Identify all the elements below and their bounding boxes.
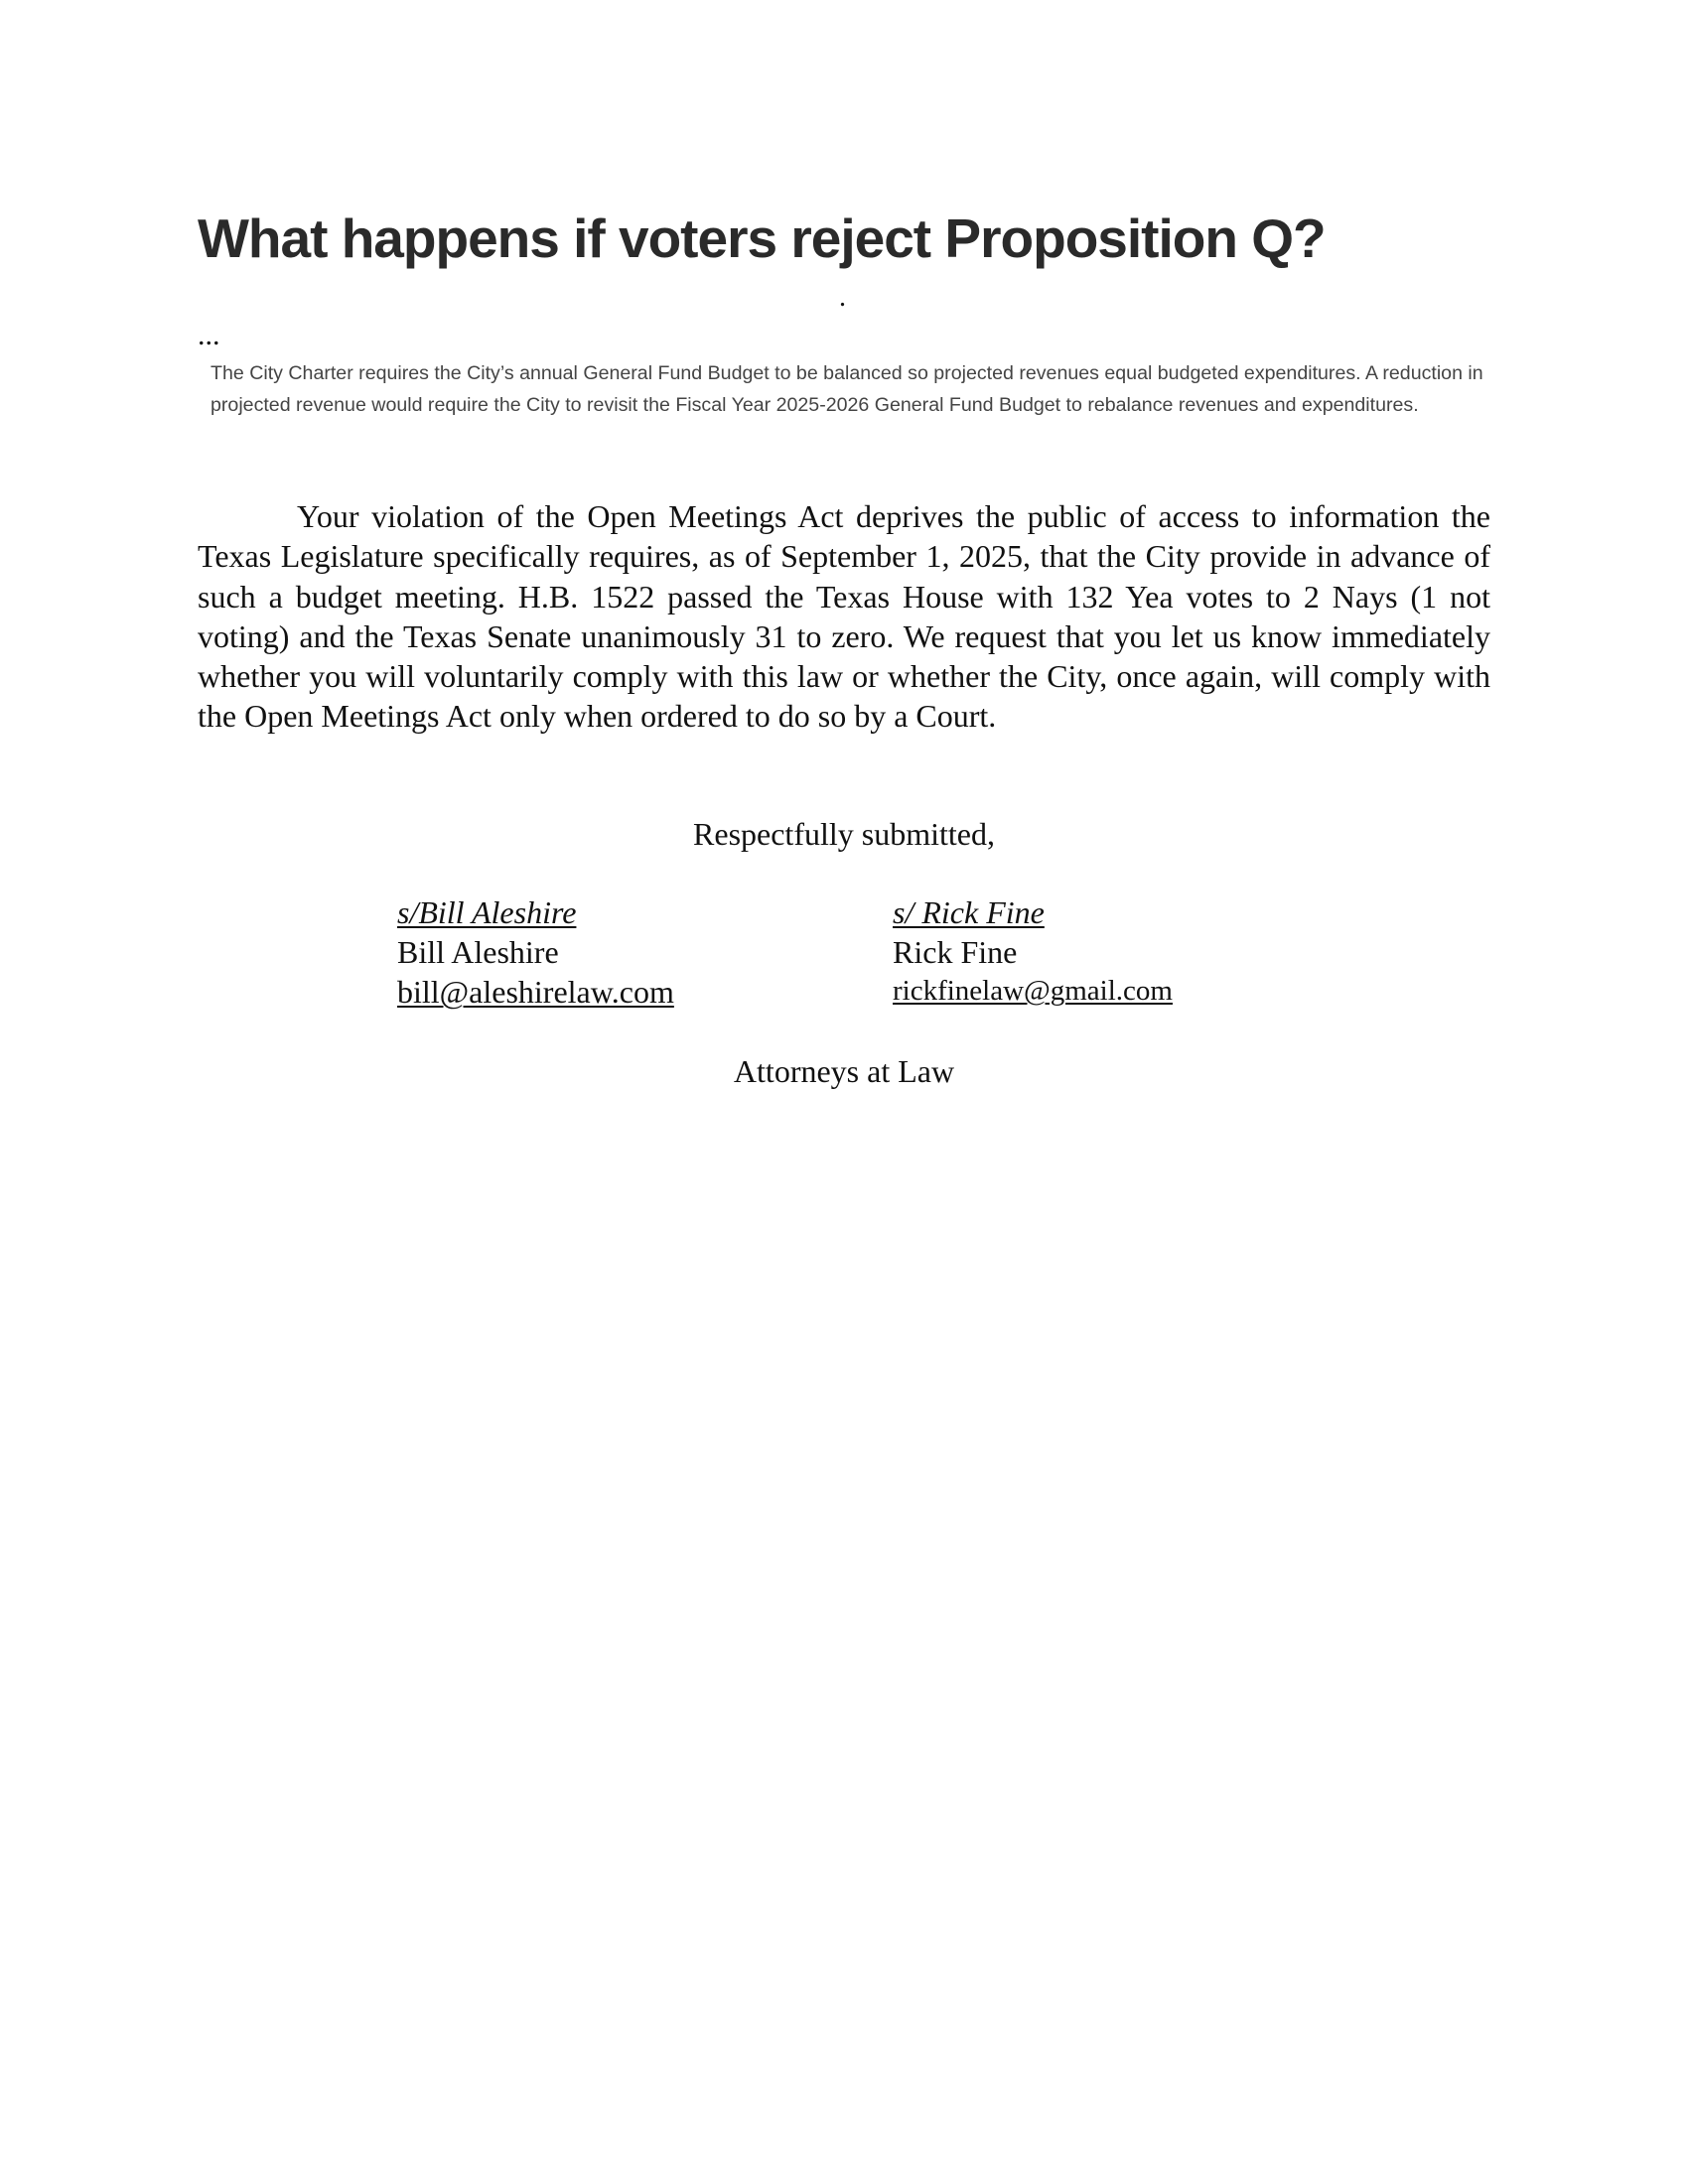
center-mark: . [839,282,846,313]
signature-line: s/Bill Aleshire [397,894,577,930]
attorneys-title: Attorneys at Law [733,1053,955,1089]
excerpt-text: The City Charter requires the City’s annual General Fund Budget to be balanced so projected revenues equal budgeted expenditures. A reduction in projected revenue would require the City to revisit the Fiscal Year 2025-2026 General Fund Budget to rebalance revenues and expenditures. [211,362,1483,416]
closing-line: Respectfully submitted, [693,816,995,852]
email-link[interactable]: rickfinelaw@gmail.com [893,975,1173,1007]
signature-block-fine [893,892,1173,1010]
signatory-name: Rick Fine [893,934,1018,970]
signature-line: s/ Rick Fine [893,894,1045,930]
excerpt-heading: What happens if voters reject Proposition Q? [198,207,1326,269]
body-paragraph: Your violation of the Open Meetings Act deprives the public of access to information the Texas Legislature specifically requires, as of September 1, 2025, that the City provide in advance of such a budget meeting. H.B. 1522 passed the Texas House with 132 Yea votes to 2 Nays (1 not voting) and the Texas Senate unanimously 31 to zero. We request that you let us know immediately whether you will voluntarily comply with this law or whether the City, once again, will comply with the Open Meetings Act only when ordered to do so by a Court. [198,498,1490,735]
signatory-name: Bill Aleshire [397,934,559,970]
email-link[interactable]: bill@aleshirelaw.com [397,974,674,1010]
signature-block-aleshire [397,892,674,1012]
ellipsis-mark: ... [198,319,220,351]
